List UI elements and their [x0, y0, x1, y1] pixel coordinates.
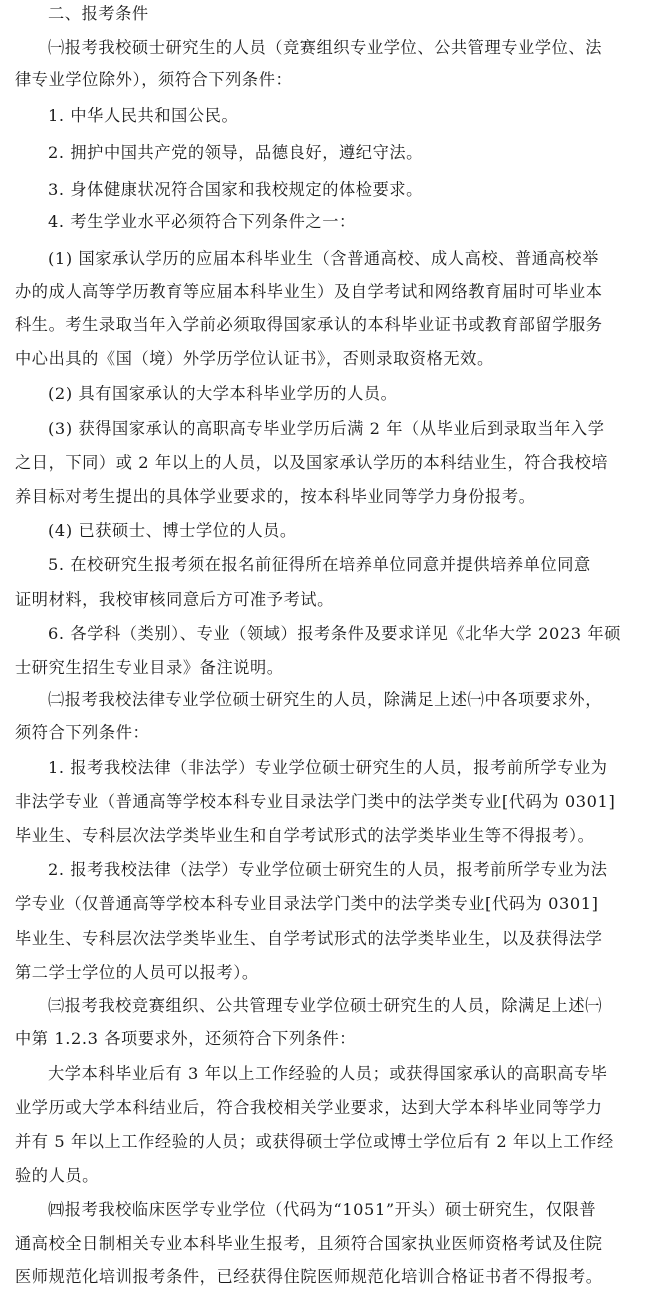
text-line: 2. 拥护中国共产党的领导，品德良好，遵纪守法。: [48, 143, 423, 162]
text-line: 养目标对考生提出的具体学业要求的，按本科毕业同等学力身份报考。: [15, 487, 536, 506]
text-line: 业学历或大学本科结业后，符合我校相关学业要求，达到大学本科毕业同等学力: [15, 1098, 603, 1117]
text-line: 2. 报考我校法律（法学）专业学位硕士研究生的人员，报考前所学专业为法: [48, 860, 608, 879]
text-line: 5. 在校研究生报考须在报名前征得所在培养单位同意并提供培养单位同意: [48, 555, 591, 574]
text-line: 律专业学位除外），须符合下列条件：: [15, 70, 293, 89]
text-line: 中第 1.2.3 各项要求外，还须符合下列条件：: [15, 1029, 357, 1048]
text-line: (3) 获得国家承认的高职高专毕业学历后满 2 年（从毕业后到录取当年入学: [48, 419, 605, 438]
text-line: 并有 5 年以上工作经验的人员；或获得硕士学位或博士学位后有 2 年以上工作经: [15, 1132, 614, 1151]
text-line: 1. 中华人民共和国公民。: [48, 106, 239, 125]
text-line: 验的人员。: [15, 1166, 99, 1185]
text-line: 6. 各学科（类别）、专业（领域）报考条件及要求详见《北华大学 2023 年硕: [48, 624, 621, 643]
text-line: (1) 国家承认学历的应届本科毕业生（含普通高校、成人高校、普通高校举: [48, 249, 599, 268]
text-line: ㈠报考我校硕士研究生的人员（竞赛组织专业学位、公共管理专业学位、法: [48, 38, 602, 57]
text-line: 二、报考条件: [48, 4, 149, 23]
text-line: 4. 考生学业水平必须符合下列条件之一：: [48, 212, 356, 231]
text-line: 大学本科毕业后有 3 年以上工作经验的人员；或获得国家承认的高职高专毕: [48, 1064, 608, 1083]
text-line: 士研究生招生专业目录》备注说明。: [15, 658, 284, 677]
text-line: 科生。考生录取当年入学前必须取得国家承认的本科毕业证书或教育部留学服务: [15, 315, 603, 334]
text-line: 学专业（仅普通高等学校本科专业目录法学门类中的法学类专业[代码为 0301]: [15, 894, 599, 913]
text-line: 须符合下列条件：: [15, 723, 150, 742]
text-line: (2) 具有国家承认的大学本科毕业学历的人员。: [48, 384, 398, 403]
text-line: 之日，下同）或 2 年以上的人员，以及国家承认学历的本科结业生，符合我校培: [15, 453, 609, 472]
text-line: 毕业生、专科层次法学类毕业生和自学考试形式的法学类毕业生等不得报考）。: [15, 826, 595, 845]
text-line: 中心出具的《国（境）外学历学位认证书》，否则录取资格无效。: [15, 349, 494, 368]
text-line: 医师规范化培训报考条件，已经获得住院医师规范化培训合格证书者不得报考。: [15, 1267, 603, 1286]
text-line: 3. 身体健康状况符合国家和我校规定的体检要求。: [48, 180, 423, 199]
text-line: ㈡报考我校法律专业学位硕士研究生的人员，除满足上述㈠中各项要求外，: [48, 690, 602, 709]
text-line: (4) 已获硕士、博士学位的人员。: [48, 521, 297, 540]
text-line: 通高校全日制相关专业本科毕业生报考，且须符合国家执业医师资格考试及住院: [15, 1234, 603, 1253]
text-line: ㈣报考我校临床医学专业学位（代码为“1051”开头）硕士研究生，仅限普: [48, 1200, 597, 1219]
text-line: 第二学士学位的人员可以报考）。: [15, 963, 259, 982]
text-line: ㈢报考我校竞赛组织、公共管理专业学位硕士研究生的人员，除满足上述㈠: [48, 996, 602, 1015]
text-line: 毕业生、专科层次法学类毕业生、自学考试形式的法学类毕业生，以及获得法学: [15, 929, 603, 948]
text-line: 非法学专业（普通高等学校本科专业目录法学门类中的法学类专业[代码为 0301]: [15, 792, 616, 811]
text-line: 1. 报考我校法律（非法学）专业学位硕士研究生的人员，报考前所学专业为: [48, 758, 608, 777]
text-line: 证明材料，我校审核同意后方可准予考试。: [15, 590, 334, 609]
text-line: 办的成人高等学历教育等应届本科毕业生）及自学考试和网络教育届时可毕业本: [15, 282, 603, 301]
